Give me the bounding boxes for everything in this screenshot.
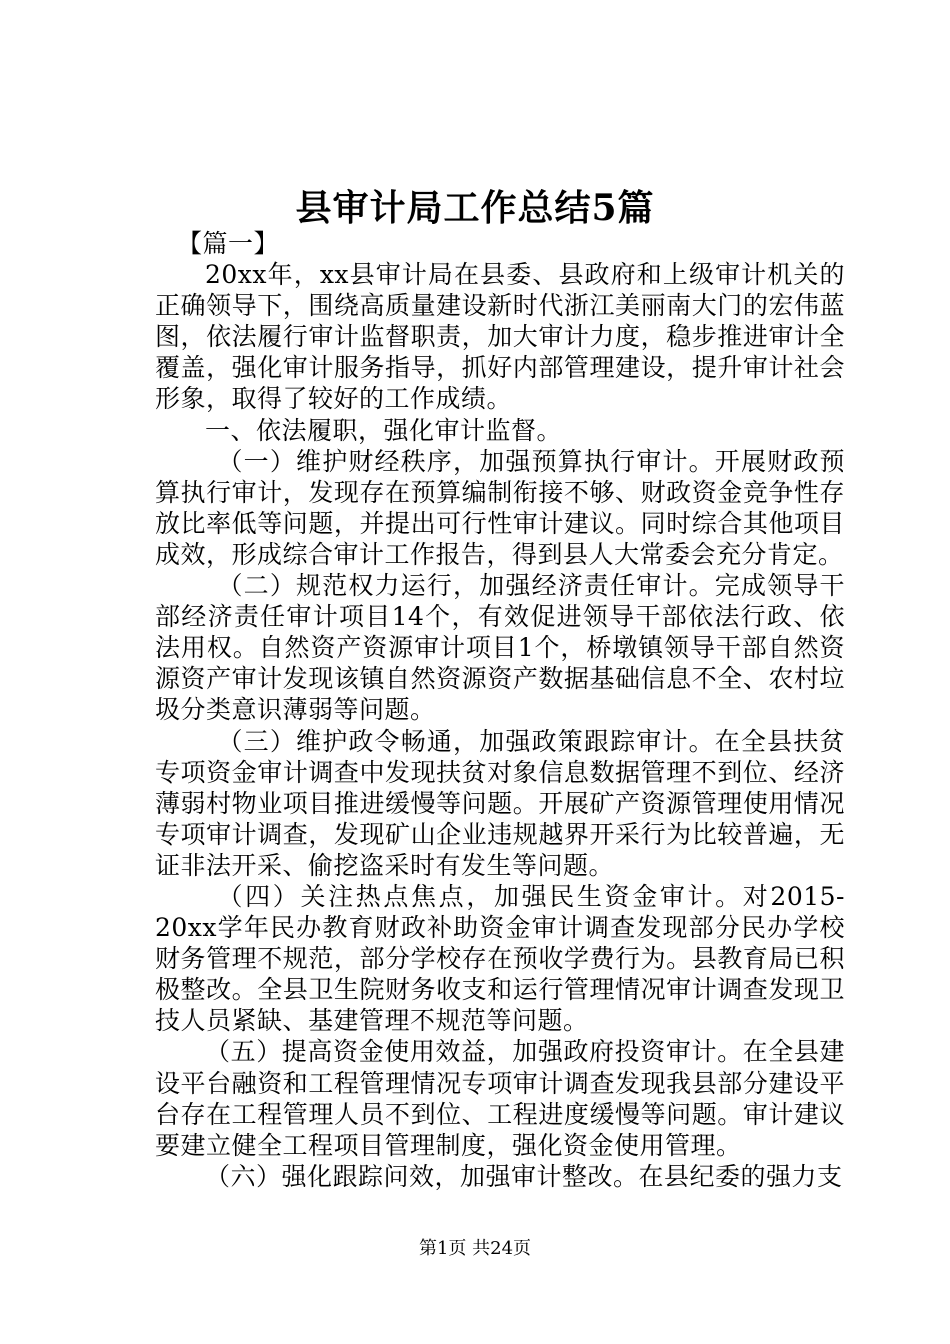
paragraph-intro: 20xx年，xx县审计局在县委、县政府和上级审计机关的正确领导下，围绕高质量建设新时代浙江美丽南大门的宏伟蓝图，依法履行审计监督职责，加大审计力度，稳步推进审计全覆盖，强化审计服务指导，抓好内部管理建设，提升审计社会形象，取得了较好的工作成绩。 bbox=[155, 260, 845, 414]
paragraph-item-3: （三）维护政令畅通，加强政策跟踪审计。在全县扶贫专项资金审计调查中发现扶贫对象信息数据管理不到位、经济薄弱村物业项目推进缓慢等问题。开展矿产资源管理使用情况专项审计调查，发现矿山企业违规越界开采行为比较普遍，无证非法开采、偷挖盗采时有发生等问题。 bbox=[155, 726, 845, 880]
document-body bbox=[155, 228, 845, 1192]
paragraph-item-5: （五）提高资金使用效益，加强政府投资审计。在全县建设平台融资和工程管理情况专项审计调查发现我县部分建设平台存在工程管理人员不到位、工程进度缓慢等问题。审计建议要建立健全工程项目管理制度，强化资金使用管理。 bbox=[155, 1037, 845, 1160]
paragraph-item-2: （二）规范权力运行，加强经济责任审计。完成领导干部经济责任审计项目14个，有效促进领导干部依法行政、依法用权。自然资产资源审计项目1个，桥墩镇领导干部自然资源资产审计发现该镇自然资源资产数据基础信息不全、农村垃圾分类意识薄弱等问题。 bbox=[155, 571, 845, 725]
page-number-footer: 第1页 共24页 bbox=[418, 1238, 532, 1259]
document-title: 县审计局工作总结5篇 bbox=[295, 187, 655, 229]
paragraph-item-6: （六）强化跟踪问效，加强审计整改。在县纪委的强力支 bbox=[205, 1161, 843, 1191]
paragraph-item-1: （一）维护财经秩序，加强预算执行审计。开展财政预算执行审计，发现存在预算编制衔接不够、财政资金竞争性存放比率低等问题，并提出可行性审计建议。同时综合其他项目成效，形成综合审计工作报告，得到县人大常委会充分肯定。 bbox=[155, 446, 845, 569]
paragraph-item-4: （四）关注热点焦点，加强民生资金审计。对2015-20xx学年民办教育财政补助资金审计调查发现部分民办学校财务管理不规范，部分学校存在预收学费行为。县教育局已积极整改。全县卫生院财务收支和运行管理情况审计调查发现卫技人员紧缺、基建管理不规范等问题。 bbox=[155, 881, 845, 1036]
section-label: 【篇一】 bbox=[177, 229, 280, 258]
heading-section-one: 一、依法履职，强化审计监督。 bbox=[205, 415, 563, 445]
